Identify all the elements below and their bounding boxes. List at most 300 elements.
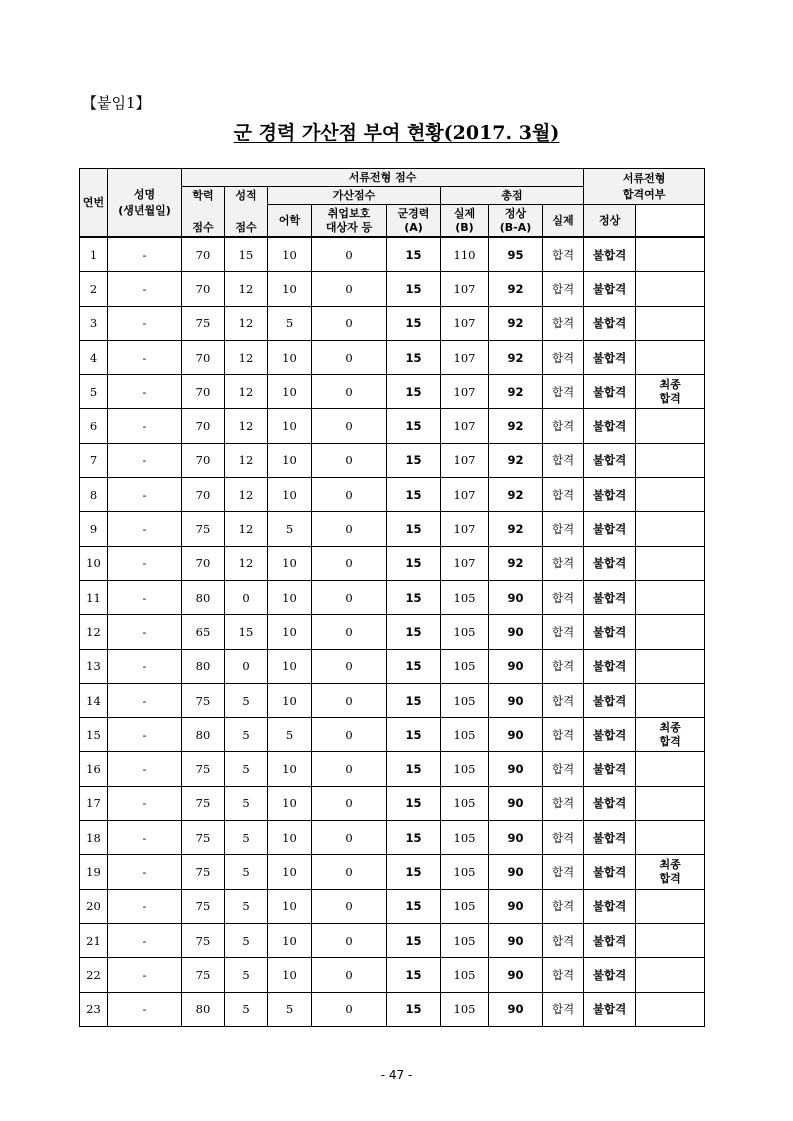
cell-education: 75 [182,683,225,717]
header-actual [441,205,489,238]
table-row [80,649,705,683]
cell-military: 15 [387,272,441,306]
cell-grade: 5 [225,718,268,752]
cell-education: 70 [182,375,225,409]
cell-education: 75 [182,855,225,889]
cell-pass-actual: 합격 [543,443,584,477]
cell-name: - [108,752,182,786]
cell-normal-total: 90 [489,752,543,786]
cell-actual-total: 105 [441,855,489,889]
table-row [80,821,705,855]
cell-name: - [108,546,182,580]
cell-remarks [636,752,705,786]
cell-grade: 12 [225,512,268,546]
cell-remarks [636,375,705,409]
cell-actual-total: 105 [441,718,489,752]
table-row [80,546,705,580]
cell-education: 70 [182,272,225,306]
cell-pass-normal: 불합격 [584,272,636,306]
cell-pass-actual: 합격 [543,786,584,820]
header-grade-text: 성적 [235,188,257,202]
cell-employment: 0 [312,512,387,546]
table-row [80,375,705,409]
cell-military: 15 [387,443,441,477]
cell-pass-actual: 합격 [543,958,584,992]
cell-education: 75 [182,786,225,820]
cell-language: 5 [268,512,312,546]
cell-pass-normal: 불합격 [584,821,636,855]
cell-military: 15 [387,649,441,683]
cell-language: 10 [268,958,312,992]
cell-military: 15 [387,923,441,957]
cell-remarks [636,889,705,923]
cell-normal-total: 90 [489,786,543,820]
remarks-line1: 최종 [659,377,681,391]
cell-actual-total: 107 [441,306,489,340]
cell-normal-total: 90 [489,855,543,889]
cell-seq: 5 [80,375,108,409]
cell-pass-normal: 불합격 [584,512,636,546]
cell-employment: 0 [312,615,387,649]
military-bonus-table [79,168,705,1027]
cell-education: 75 [182,958,225,992]
cell-normal-total: 95 [489,237,543,272]
cell-remarks [636,478,705,512]
cell-military: 15 [387,855,441,889]
cell-military: 15 [387,615,441,649]
cell-grade: 12 [225,306,268,340]
cell-actual-total: 105 [441,580,489,614]
cell-grade: 15 [225,615,268,649]
cell-normal-total: 90 [489,821,543,855]
cell-actual-total: 105 [441,786,489,820]
cell-pass-actual: 합격 [543,409,584,443]
header-military-text: 군경력 [397,206,430,220]
cell-pass-normal: 불합격 [584,718,636,752]
table-row [80,237,705,272]
cell-education: 80 [182,649,225,683]
cell-remarks [636,306,705,340]
cell-seq: 1 [80,237,108,272]
document-title [0,118,793,145]
cell-pass-normal: 불합격 [584,580,636,614]
cell-pass-normal: 불합격 [584,443,636,477]
cell-actual-total: 107 [441,272,489,306]
cell-remarks [636,786,705,820]
attachment-label: 【붙임1】 [82,94,151,112]
cell-military: 15 [387,821,441,855]
cell-language: 10 [268,546,312,580]
cell-actual-total: 105 [441,615,489,649]
header-name [108,169,182,238]
cell-education: 75 [182,512,225,546]
cell-actual-total: 107 [441,340,489,374]
cell-pass-actual: 합격 [543,546,584,580]
header-name-sub: (생년월일) [118,203,171,217]
remarks-line1: 최종 [659,720,681,734]
cell-actual-total: 110 [441,237,489,272]
cell-language: 10 [268,889,312,923]
cell-education: 75 [182,752,225,786]
cell-military: 15 [387,340,441,374]
page-number: - 47 - [380,1068,413,1082]
cell-normal-total: 92 [489,306,543,340]
cell-remarks [636,340,705,374]
header-normal-text: 정상 [504,206,527,220]
cell-name: - [108,340,182,374]
cell-military: 15 [387,478,441,512]
cell-education: 70 [182,409,225,443]
cell-military: 15 [387,992,441,1026]
cell-pass-actual: 합격 [543,306,584,340]
cell-military: 15 [387,718,441,752]
cell-seq: 16 [80,752,108,786]
table-row [80,409,705,443]
cell-employment: 0 [312,340,387,374]
cell-name: - [108,306,182,340]
header-actual-sub: (B) [455,220,474,234]
cell-language: 10 [268,752,312,786]
table-row [80,512,705,546]
table-row [80,306,705,340]
header-employment [312,205,387,238]
cell-remarks [636,443,705,477]
cell-employment: 0 [312,237,387,272]
header-education-sub: 점수 [192,220,214,234]
cell-employment: 0 [312,272,387,306]
table-row [80,889,705,923]
cell-remarks [636,272,705,306]
remarks-line2: 합격 [659,871,681,885]
cell-actual-total: 105 [441,958,489,992]
cell-actual-total: 107 [441,546,489,580]
cell-employment: 0 [312,855,387,889]
table-row [80,340,705,374]
remarks-line2: 합격 [659,734,681,748]
cell-seq: 19 [80,855,108,889]
header-employment-text: 취업보호 [327,206,371,220]
cell-language: 10 [268,478,312,512]
cell-pass-normal: 불합격 [584,375,636,409]
table-row [80,478,705,512]
cell-pass-actual: 합격 [543,649,584,683]
cell-seq: 10 [80,546,108,580]
cell-employment: 0 [312,718,387,752]
cell-pass-actual: 합격 [543,375,584,409]
remarks-line1: 최종 [659,857,681,871]
cell-employment: 0 [312,306,387,340]
cell-seq: 4 [80,340,108,374]
cell-employment: 0 [312,375,387,409]
cell-language: 5 [268,992,312,1026]
cell-military: 15 [387,409,441,443]
table-row [80,958,705,992]
cell-education: 65 [182,615,225,649]
cell-name: - [108,375,182,409]
cell-grade: 5 [225,889,268,923]
cell-pass-normal: 불합격 [584,786,636,820]
cell-name: - [108,718,182,752]
header-grade [225,187,268,238]
cell-grade: 12 [225,340,268,374]
cell-pass-actual: 합격 [543,683,584,717]
cell-education: 70 [182,443,225,477]
cell-normal-total: 90 [489,615,543,649]
cell-language: 10 [268,821,312,855]
cell-actual-total: 105 [441,889,489,923]
cell-military: 15 [387,237,441,272]
cell-grade: 5 [225,855,268,889]
header-pass-sub: 합격여부 [622,187,666,201]
cell-normal-total: 92 [489,443,543,477]
cell-name: - [108,958,182,992]
cell-seq: 17 [80,786,108,820]
cell-normal-total: 90 [489,649,543,683]
cell-grade: 5 [225,958,268,992]
header-education-text: 학력 [192,188,214,202]
cell-education: 75 [182,923,225,957]
cell-pass-actual: 합격 [543,512,584,546]
cell-actual-total: 107 [441,512,489,546]
cell-language: 10 [268,443,312,477]
cell-remarks [636,615,705,649]
table-row [80,786,705,820]
cell-education: 70 [182,340,225,374]
cell-military: 15 [387,683,441,717]
cell-pass-normal: 불합격 [584,306,636,340]
cell-actual-total: 105 [441,683,489,717]
cell-actual-total: 105 [441,649,489,683]
cell-remarks [636,649,705,683]
cell-pass-actual: 합격 [543,237,584,272]
cell-pass-actual: 합격 [543,889,584,923]
header-pass [584,169,705,205]
cell-pass-actual: 합격 [543,752,584,786]
cell-name: - [108,855,182,889]
cell-normal-total: 90 [489,718,543,752]
cell-language: 10 [268,649,312,683]
cell-military: 15 [387,375,441,409]
header-language: 어학 [268,205,312,238]
cell-military: 15 [387,889,441,923]
cell-pass-normal: 불합격 [584,340,636,374]
cell-seq: 14 [80,683,108,717]
cell-remarks [636,821,705,855]
cell-military: 15 [387,786,441,820]
cell-language: 10 [268,375,312,409]
remarks-line2: 합격 [659,391,681,405]
document-title-text: 군 경력 가산점 부여 현황(2017. 3월) [233,122,560,144]
cell-language: 10 [268,615,312,649]
cell-actual-total: 107 [441,478,489,512]
cell-normal-total: 90 [489,923,543,957]
header-employment-sub: 대상자 등 [325,220,373,234]
cell-actual-total: 105 [441,821,489,855]
cell-remarks [636,855,705,889]
cell-pass-actual: 합격 [543,478,584,512]
cell-grade: 12 [225,409,268,443]
cell-name: - [108,580,182,614]
table-row [80,752,705,786]
cell-education: 75 [182,889,225,923]
cell-employment: 0 [312,752,387,786]
cell-name: - [108,992,182,1026]
table-row [80,923,705,957]
cell-grade: 0 [225,580,268,614]
cell-grade: 5 [225,821,268,855]
cell-normal-total: 92 [489,375,543,409]
header-screening-score: 서류전형 점수 [182,169,584,187]
cell-remarks [636,409,705,443]
cell-education: 80 [182,580,225,614]
cell-grade: 0 [225,649,268,683]
cell-employment: 0 [312,992,387,1026]
table-row [80,683,705,717]
cell-name: - [108,821,182,855]
cell-seq: 8 [80,478,108,512]
cell-remarks [636,580,705,614]
cell-actual-total: 105 [441,752,489,786]
cell-employment: 0 [312,958,387,992]
table-row [80,580,705,614]
cell-actual-total: 105 [441,992,489,1026]
cell-pass-normal: 불합격 [584,992,636,1026]
cell-normal-total: 90 [489,992,543,1026]
header-actual-text: 실제 [453,206,476,220]
cell-military: 15 [387,512,441,546]
cell-military: 15 [387,958,441,992]
table-row [80,718,705,752]
cell-language: 10 [268,237,312,272]
table-row [80,443,705,477]
cell-employment: 0 [312,409,387,443]
cell-name: - [108,923,182,957]
cell-name: - [108,786,182,820]
cell-name: - [108,272,182,306]
cell-seq: 7 [80,443,108,477]
header-total: 총점 [441,187,584,205]
cell-pass-normal: 불합격 [584,237,636,272]
cell-education: 70 [182,478,225,512]
cell-normal-total: 92 [489,409,543,443]
cell-language: 10 [268,683,312,717]
table-row [80,615,705,649]
cell-military: 15 [387,546,441,580]
cell-language: 10 [268,855,312,889]
header-pass-normal: 정상 [584,205,636,238]
cell-seq: 6 [80,409,108,443]
cell-education: 80 [182,992,225,1026]
table-row [80,272,705,306]
cell-actual-total: 107 [441,409,489,443]
header-bonus: 가산점수 [268,187,441,205]
cell-normal-total: 92 [489,512,543,546]
cell-pass-normal: 불합격 [584,478,636,512]
cell-education: 75 [182,821,225,855]
cell-name: - [108,237,182,272]
cell-language: 10 [268,272,312,306]
header-pass-actual: 실제 [543,205,584,238]
cell-remarks [636,512,705,546]
cell-remarks [636,718,705,752]
cell-education: 70 [182,546,225,580]
cell-name: - [108,683,182,717]
cell-grade: 12 [225,375,268,409]
cell-seq: 15 [80,718,108,752]
header-education [182,187,225,238]
cell-normal-total: 90 [489,580,543,614]
cell-grade: 5 [225,786,268,820]
header-pass-text: 서류전형 [622,171,666,185]
cell-name: - [108,615,182,649]
cell-employment: 0 [312,649,387,683]
cell-remarks [636,237,705,272]
table-row [80,855,705,889]
header-normal-sub: (B-A) [499,220,532,234]
header-military [387,205,441,238]
cell-seq: 11 [80,580,108,614]
cell-employment: 0 [312,786,387,820]
cell-seq: 22 [80,958,108,992]
cell-name: - [108,649,182,683]
cell-normal-total: 92 [489,340,543,374]
cell-language: 5 [268,718,312,752]
cell-pass-normal: 불합격 [584,649,636,683]
header-seq: 연번 [80,169,108,238]
cell-pass-actual: 합격 [543,615,584,649]
cell-pass-normal: 불합격 [584,546,636,580]
cell-pass-actual: 합격 [543,855,584,889]
cell-seq: 18 [80,821,108,855]
cell-language: 10 [268,340,312,374]
cell-pass-normal: 불합격 [584,615,636,649]
cell-grade: 12 [225,546,268,580]
cell-language: 5 [268,306,312,340]
cell-employment: 0 [312,546,387,580]
cell-pass-normal: 불합격 [584,855,636,889]
cell-pass-normal: 불합격 [584,409,636,443]
cell-seq: 9 [80,512,108,546]
cell-seq: 12 [80,615,108,649]
cell-military: 15 [387,752,441,786]
cell-remarks [636,546,705,580]
cell-pass-normal: 불합격 [584,683,636,717]
cell-remarks [636,683,705,717]
cell-education: 80 [182,718,225,752]
cell-pass-actual: 합격 [543,272,584,306]
cell-employment: 0 [312,821,387,855]
cell-employment: 0 [312,889,387,923]
cell-military: 15 [387,580,441,614]
header-normal [489,205,543,238]
cell-normal-total: 92 [489,478,543,512]
cell-seq: 2 [80,272,108,306]
cell-employment: 0 [312,580,387,614]
cell-pass-normal: 불합격 [584,889,636,923]
cell-education: 70 [182,237,225,272]
cell-remarks [636,958,705,992]
cell-name: - [108,443,182,477]
table-row [80,992,705,1026]
cell-grade: 5 [225,923,268,957]
cell-pass-actual: 합격 [543,923,584,957]
cell-pass-normal: 불합격 [584,923,636,957]
cell-normal-total: 90 [489,683,543,717]
cell-name: - [108,478,182,512]
cell-seq: 3 [80,306,108,340]
cell-pass-actual: 합격 [543,340,584,374]
cell-language: 10 [268,786,312,820]
